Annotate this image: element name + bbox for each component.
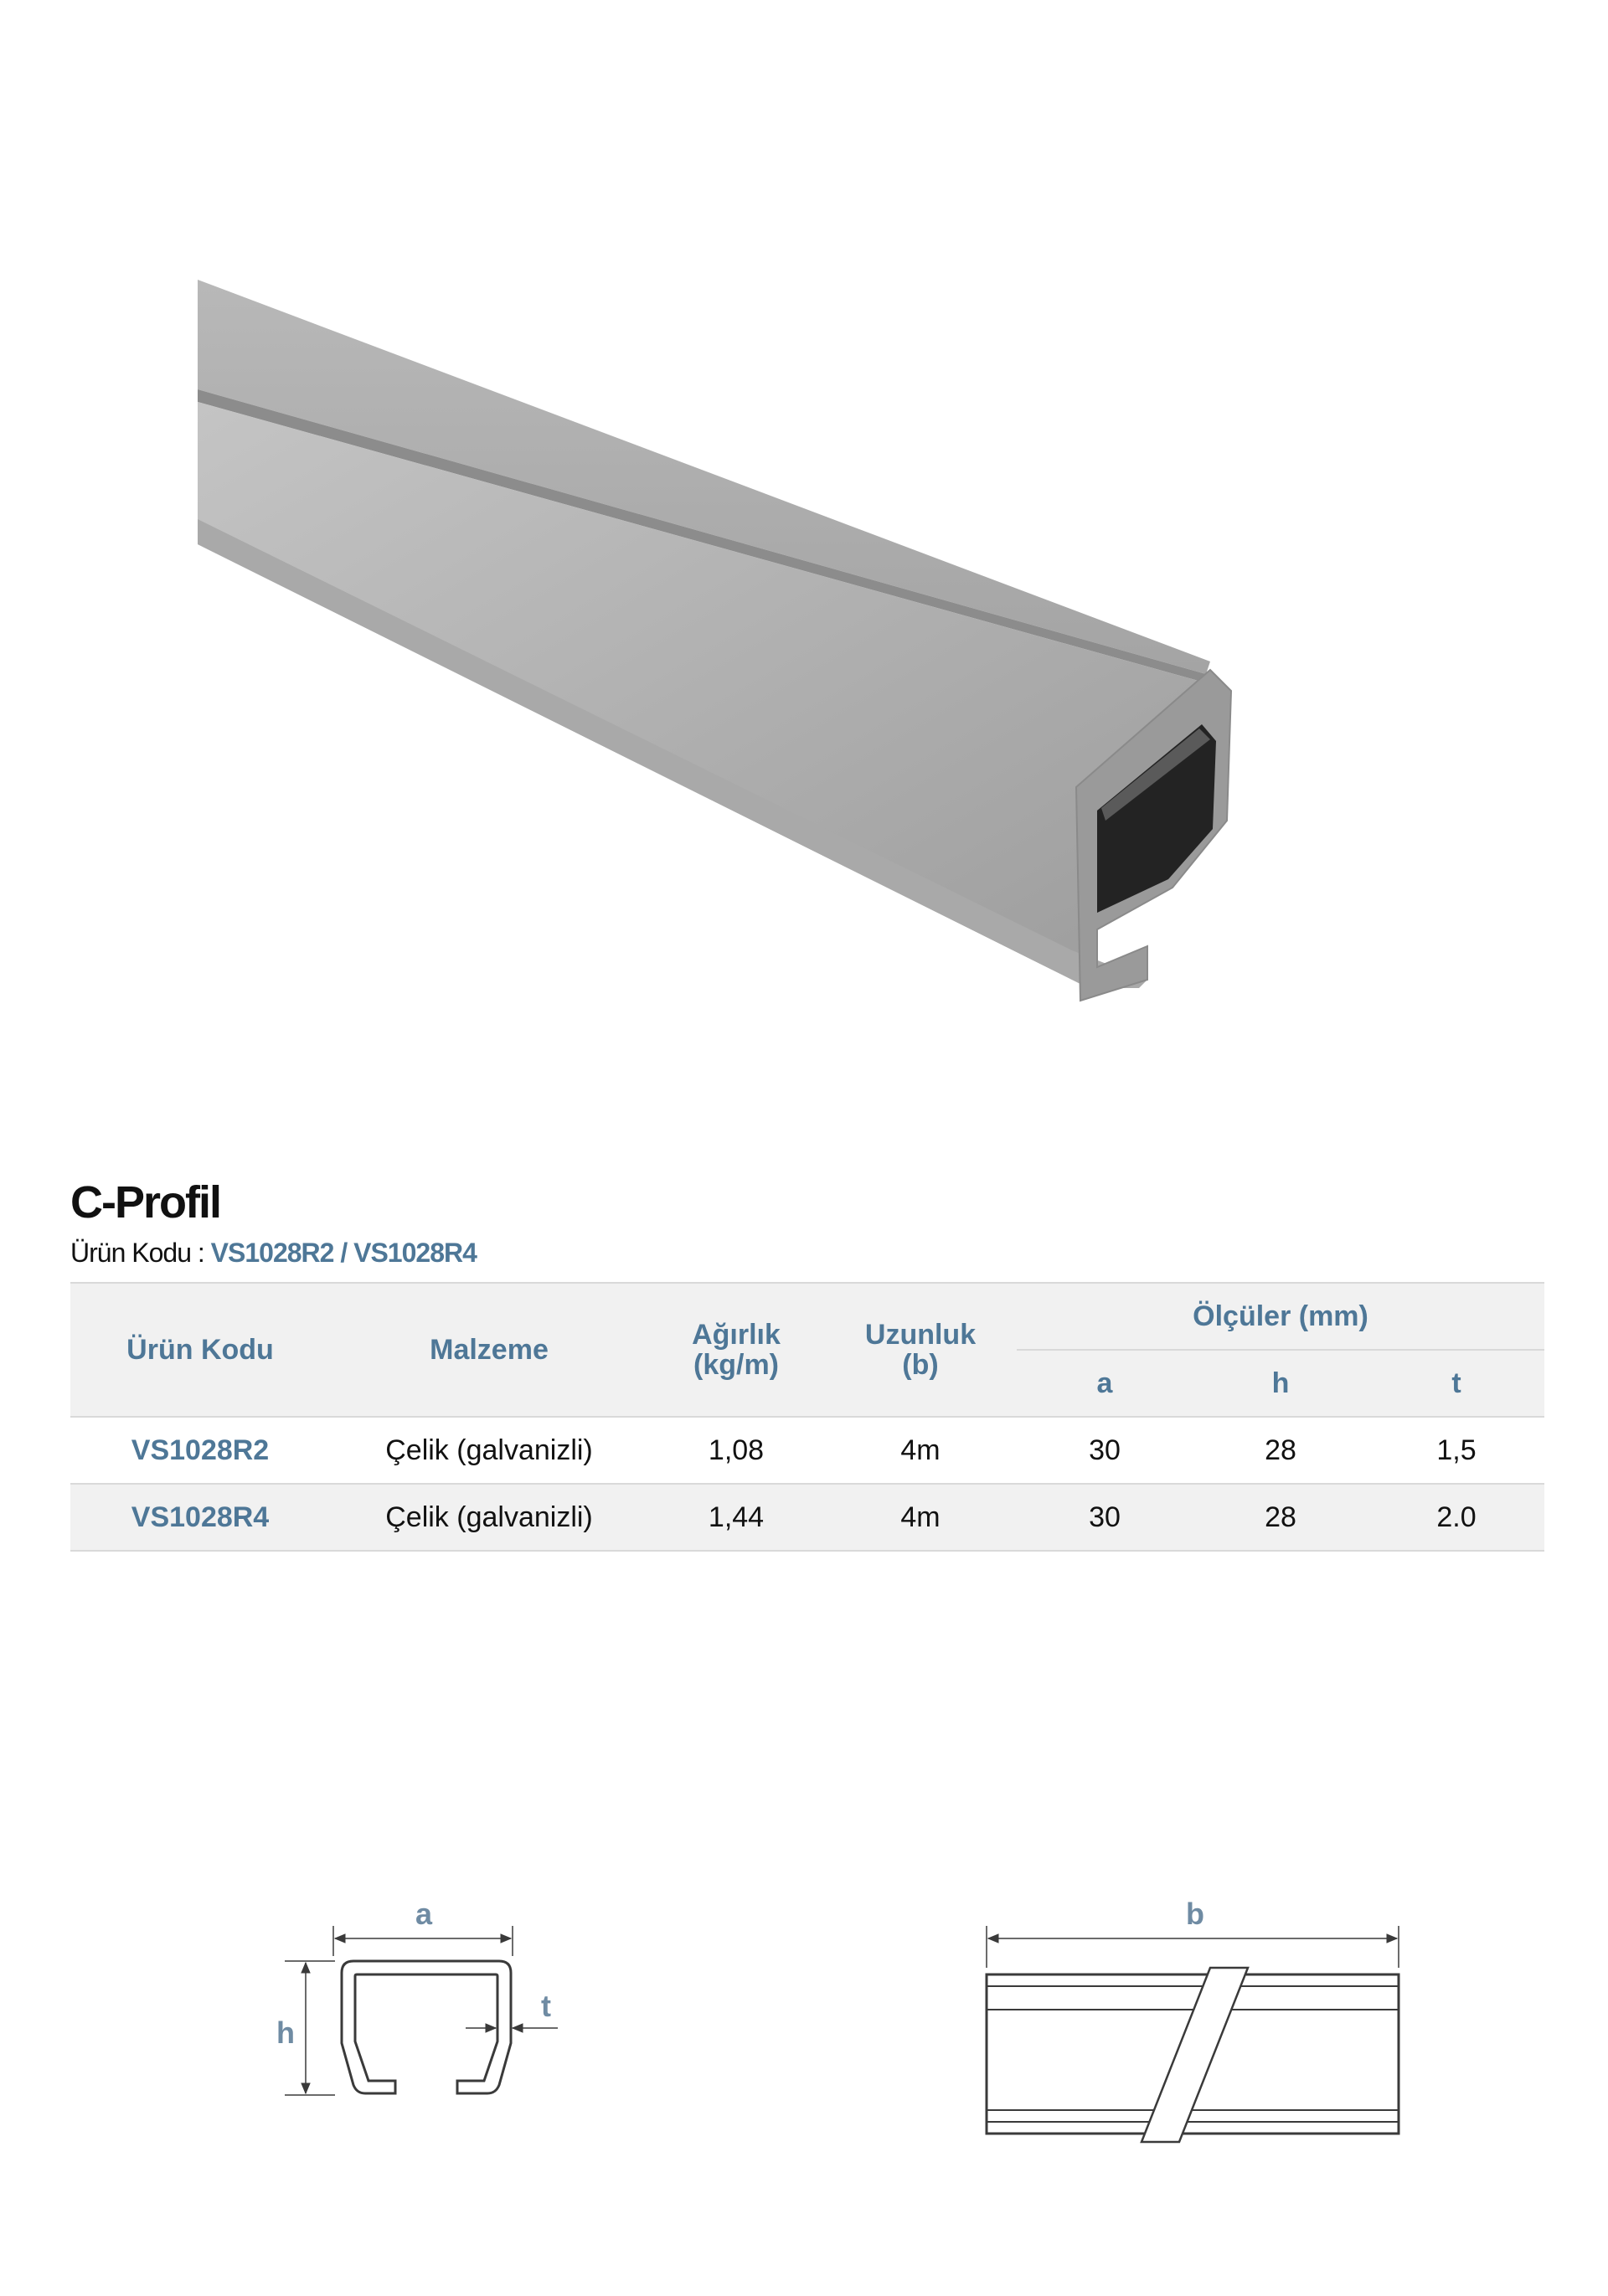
cell-weight: 1,08 (648, 1417, 824, 1484)
header-a: a (1017, 1350, 1193, 1417)
header-length-line1: Uzunluk (864, 1319, 977, 1351)
header-weight (648, 1283, 824, 1417)
cell-t: 2.0 (1368, 1484, 1544, 1551)
header-length-line2: (b) (902, 1349, 939, 1381)
cell-a: 30 (1017, 1417, 1193, 1484)
product-codes: VS1028R2 / VS1028R4 (210, 1238, 477, 1268)
cell-material: Çelik (galvanizli) (330, 1484, 648, 1551)
length-diagram (972, 1876, 1424, 2160)
product-code-line (70, 1238, 477, 1269)
section-label-t: t (541, 1989, 551, 2023)
specs-table (70, 1282, 1544, 1552)
cell-t: 1,5 (1368, 1417, 1544, 1484)
cell-material: Çelik (galvanizli) (330, 1417, 648, 1484)
section-label-a: a (415, 1897, 433, 1931)
header-h: h (1193, 1350, 1368, 1417)
cell-h: 28 (1193, 1417, 1368, 1484)
header-material: Malzeme (330, 1283, 648, 1417)
header-length (824, 1283, 1017, 1417)
product-photo (168, 251, 1306, 1005)
header-dimensions: Ölçüler (mm) (1017, 1283, 1544, 1350)
header-code: Ürün Kodu (70, 1283, 330, 1417)
cell-h: 28 (1193, 1484, 1368, 1551)
cell-weight: 1,44 (648, 1484, 824, 1551)
product-code-label: Ürün Kodu : (70, 1238, 211, 1268)
header-weight-line2: (kg/m) (693, 1349, 779, 1381)
cell-code: VS1028R4 (70, 1484, 330, 1551)
product-title: C-Profil (70, 1177, 220, 1228)
table-row (70, 1484, 1544, 1551)
profile-label-b: b (1186, 1897, 1204, 1931)
table-row (70, 1417, 1544, 1484)
cell-length: 4m (824, 1484, 1017, 1551)
cell-code: VS1028R2 (70, 1417, 330, 1484)
section-label-h: h (276, 2015, 295, 2050)
cell-length: 4m (824, 1417, 1017, 1484)
cell-a: 30 (1017, 1484, 1193, 1551)
header-t: t (1368, 1350, 1544, 1417)
cross-section-diagram (251, 1876, 603, 2160)
header-weight-line1: Ağırlık (692, 1319, 781, 1351)
